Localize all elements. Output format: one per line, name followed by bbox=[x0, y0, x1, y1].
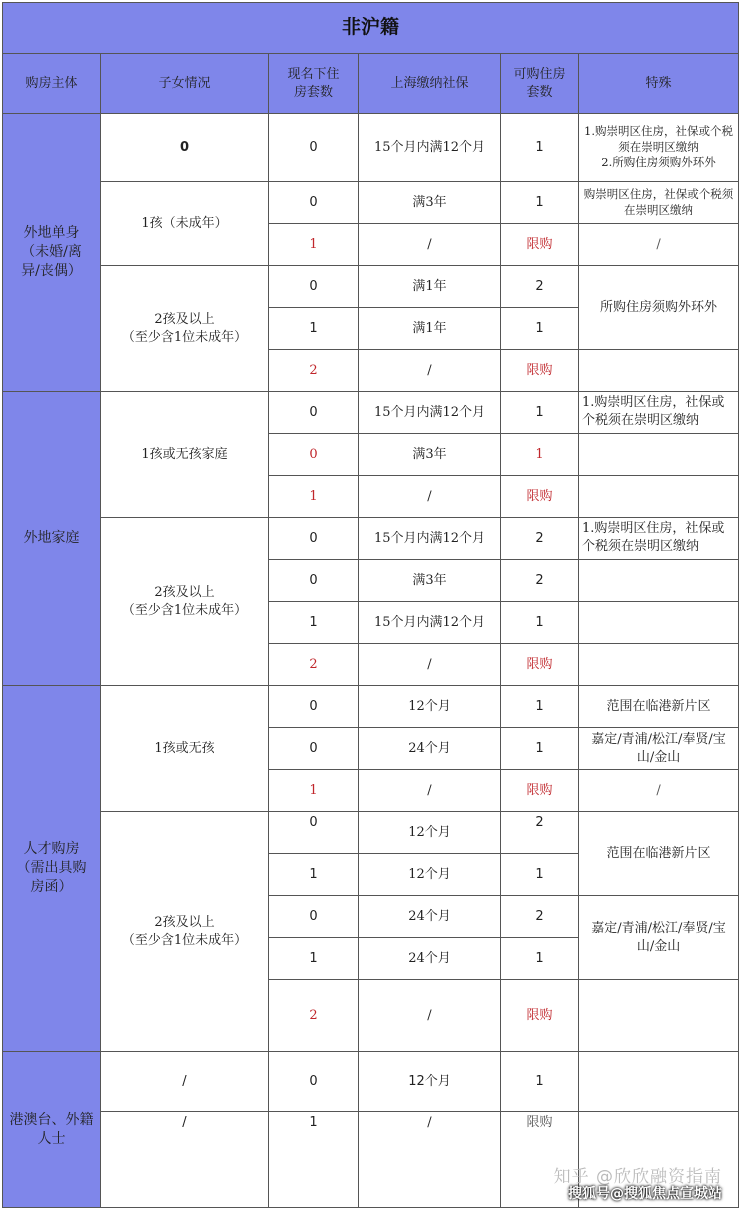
table-row: 1 24个月 1 bbox=[3, 938, 739, 980]
special-cell: 范围在临港新片区 bbox=[579, 686, 739, 728]
policy-table bbox=[2, 2, 739, 1208]
header-subject: 购房主体 bbox=[3, 54, 101, 114]
table-row: 1 / 限购 bbox=[3, 476, 739, 518]
table-row: 0 满3年 1 bbox=[3, 434, 739, 476]
children-cell: 0 bbox=[101, 114, 269, 182]
watermark bbox=[554, 1162, 722, 1203]
header-owned: 现名下住房套数 bbox=[269, 54, 359, 114]
children-cell: 2孩及以上 （至少含1位未成年） bbox=[101, 812, 269, 1052]
subject-foreign: 港澳台、外籍人士 bbox=[3, 1052, 101, 1208]
children-cell: 2孩及以上 （至少含1位未成年） bbox=[101, 266, 269, 392]
table-row: 港澳台、外籍人士 / 0 12个月 1 bbox=[3, 1052, 739, 1112]
header-buy: 可购住房套数 bbox=[501, 54, 579, 114]
special-cell: 范围在临港新片区 bbox=[579, 812, 739, 896]
children-cell: 2孩及以上 （至少含1位未成年） bbox=[101, 518, 269, 686]
table-row: 2 / 限购 bbox=[3, 644, 739, 686]
table-row: 0 满3年 2 bbox=[3, 560, 739, 602]
table-row: 2孩及以上 （至少含1位未成年） 0 15个月内满12个月 2 1.购崇明区住房，社保或个税须在崇明区缴纳 bbox=[3, 518, 739, 560]
header-social: 上海缴纳社保 bbox=[359, 54, 501, 114]
table-row: 2孩及以上 （至少含1位未成年） 0 满1年 2 所购住房须购外环外 bbox=[3, 266, 739, 308]
table-row: 1孩（未成年） 0 满3年 1 购崇明区住房，社保或个税须在崇明区缴纳 bbox=[3, 182, 739, 224]
special-cell: 1.购崇明区住房，社保或个税须在崇明区缴纳 2.所购住房须购外环外 bbox=[579, 114, 739, 182]
table-row: 2 / 限购 bbox=[3, 980, 739, 1052]
table-row: 1 15个月内满12个月 1 bbox=[3, 602, 739, 644]
table-row: 0 24个月 1 嘉定/青浦/松江/奉贤/宝山/金山 bbox=[3, 728, 739, 770]
table-row: 2 / 限购 bbox=[3, 350, 739, 392]
children-cell: / bbox=[101, 1112, 269, 1208]
special-cell: 嘉定/青浦/松江/奉贤/宝山/金山 bbox=[579, 896, 739, 980]
table-row: 人才购房（需出具购房函） 1孩或无孩 0 12个月 1 范围在临港新片区 bbox=[3, 686, 739, 728]
watermark-sohu: 搜狐号@搜狐焦点宣城站 bbox=[568, 1186, 722, 1202]
table-row: 外地单身（未婚/离异/丧偶） 0 0 15个月内满12个月 1 1.购崇明区住房，社保或个税须在崇明区缴纳 2.所购住房须购外环外 bbox=[3, 114, 739, 182]
table-title: 非沪籍 bbox=[3, 3, 739, 54]
table-row: 1 / 限购 / bbox=[3, 224, 739, 266]
children-cell: 1孩或无孩家庭 bbox=[101, 392, 269, 518]
subject-family: 外地家庭 bbox=[3, 392, 101, 686]
special-cell: 购崇明区住房，社保或个税须在崇明区缴纳 bbox=[579, 182, 739, 224]
special-cell: 1.购崇明区住房，社保或个税须在崇明区缴纳 bbox=[579, 392, 739, 434]
table-row: 1 12个月 1 bbox=[3, 854, 739, 896]
subject-single: 外地单身（未婚/离异/丧偶） bbox=[3, 114, 101, 392]
special-cell: 所购住房须购外环外 bbox=[579, 266, 739, 350]
children-cell: 1孩或无孩 bbox=[101, 686, 269, 812]
watermark-zhihu: 知乎 @欣欣融资指南 bbox=[553, 1167, 722, 1187]
header-children: 子女情况 bbox=[101, 54, 269, 114]
children-cell: 1孩（未成年） bbox=[101, 182, 269, 266]
table-row: 0 24个月 2 嘉定/青浦/松江/奉贤/宝山/金山 bbox=[3, 896, 739, 938]
special-cell: 嘉定/青浦/松江/奉贤/宝山/金山 bbox=[579, 728, 739, 770]
subject-talent: 人才购房（需出具购房函） bbox=[3, 686, 101, 1052]
table-row: 2孩及以上 （至少含1位未成年） 0 12个月 2 范围在临港新片区 bbox=[3, 812, 739, 854]
children-cell: / bbox=[101, 1052, 269, 1112]
header-special: 特殊 bbox=[579, 54, 739, 114]
special-cell: 1.购崇明区住房，社保或个税须在崇明区缴纳 bbox=[579, 518, 739, 560]
table-row: / 1 / 限购 bbox=[3, 1112, 739, 1208]
table-row: 1 满1年 1 bbox=[3, 308, 739, 350]
table-row: 1 / 限购 / bbox=[3, 770, 739, 812]
table-row: 外地家庭 1孩或无孩家庭 0 15个月内满12个月 1 1.购崇明区住房，社保或个税须在崇明区缴纳 bbox=[3, 392, 739, 434]
